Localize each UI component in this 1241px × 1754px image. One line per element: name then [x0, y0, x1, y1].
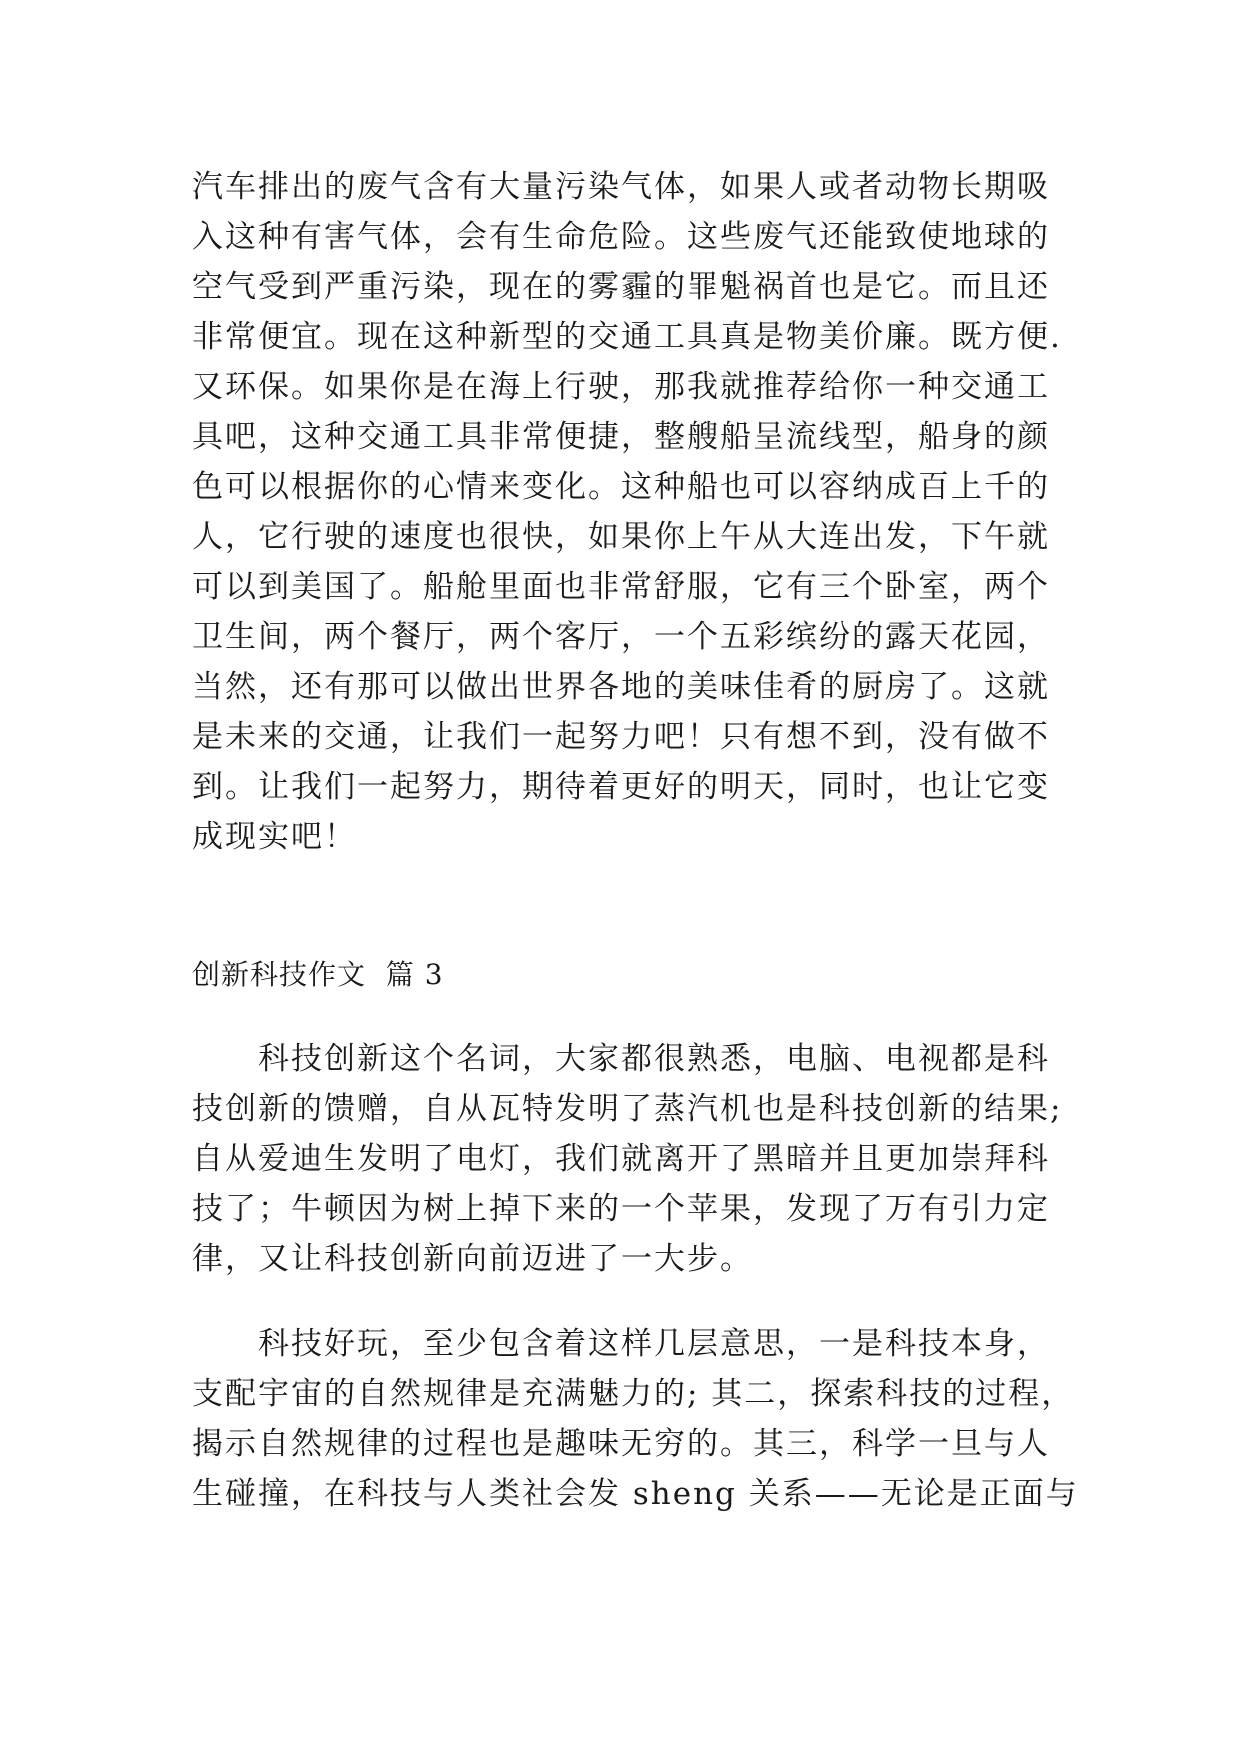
text-line: 又环保。如果你是在海上行驶，那我就推荐给你一种交通工: [192, 369, 1050, 405]
text-line: 空气受到严重污染，现在的雾霾的罪魁祸首也是它。而且还: [192, 269, 1050, 305]
text-line: 揭示自然规律的过程也是趣味无穷的。其三，科学一旦与人: [192, 1426, 1050, 1462]
text-line: 色可以根据你的心情来变化。这种船也可以容纳成百上千的: [192, 469, 1050, 505]
text-line: 具吧，这种交通工具非常便捷，整艘船呈流线型，船身的颜: [192, 419, 1050, 455]
text-line: 科技好玩，至少包含着这样几层意思，一是科技本身，: [192, 1326, 1050, 1362]
text-line: 成现实吧！: [192, 819, 357, 855]
text-line: 卫生间，两个餐厅，两个客厅，一个五彩缤纷的露天花园，: [192, 619, 1050, 655]
text-line: 当然，还有那可以做出世界各地的美味佳肴的厨房了。这就: [192, 669, 1050, 705]
text-line: 入这种有害气体，会有生命危险。这些废气还能致使地球的: [192, 219, 1050, 255]
text-line: 支配宇宙的自然规律是充满魅力的; 其二，探索科技的过程，: [192, 1376, 1075, 1412]
text-line: 是未来的交通，让我们一起努力吧！只有想不到，没有做不: [192, 719, 1050, 755]
text-line: 技了；牛顿因为树上掉下来的一个苹果，发现了万有引力定: [192, 1191, 1050, 1227]
section-heading: 创新科技作文 篇 3: [192, 958, 444, 991]
text-line: 到。让我们一起努力，期待着更好的明天，同时，也让它变: [192, 769, 1050, 805]
text-line: 自从爱迪生发明了电灯，我们就离开了黑暗并且更加崇拜科: [192, 1141, 1050, 1177]
body-paragraph-1: [192, 1034, 1063, 1284]
text-line: 技创新的馈赠，自从瓦特发明了蒸汽机也是科技创新的结果;: [192, 1091, 1063, 1127]
text-line: 人，它行驶的速度也很快，如果你上午从大连出发，下午就: [192, 519, 1050, 555]
text-line: 非常便宜。现在这种新型的交通工具真是物美价廉。既方便.: [192, 319, 1062, 355]
text-line: 律，又让科技创新向前迈进了一大步。: [192, 1241, 753, 1277]
text-line: 科技创新这个名词，大家都很熟悉，电脑、电视都是科: [192, 1041, 1050, 1077]
text-line: 生碰撞，在科技与人类社会发 sheng 关系——无论是正面与: [192, 1476, 1079, 1512]
text-line: 汽车排出的废气含有大量污染气体，如果人或者动物长期吸: [192, 169, 1050, 205]
continuation-paragraph: [192, 162, 1062, 862]
body-paragraph-2: [192, 1319, 1079, 1519]
text-line: 可以到美国了。船舱里面也非常舒服，它有三个卧室，两个: [192, 569, 1050, 605]
